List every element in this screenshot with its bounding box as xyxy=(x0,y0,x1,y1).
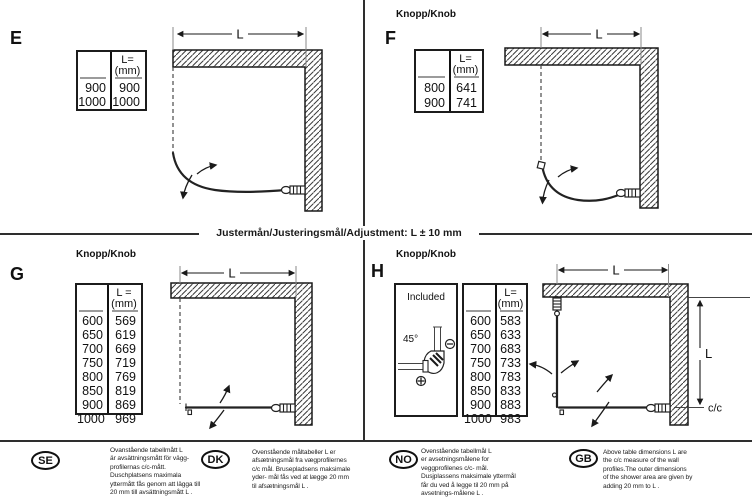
table-cell: 650 xyxy=(82,328,103,342)
table-cell: 741 xyxy=(456,95,477,110)
table-cell: 600 xyxy=(82,314,103,328)
dimension-label-side: L xyxy=(705,346,713,361)
table-cell: 850 xyxy=(82,384,103,398)
footer-text-gb xyxy=(603,449,723,491)
knob-heading-g: Knopp/Knob xyxy=(76,249,136,260)
footer-text-line: the c/c measure of the wall xyxy=(603,457,679,465)
badge-code: DK xyxy=(207,453,224,466)
table-cell: 800 xyxy=(470,370,491,384)
table-header-mm: (mm) xyxy=(497,298,524,310)
table-cell: 850 xyxy=(470,384,491,398)
diagram-panel-h xyxy=(364,240,752,441)
diagram-panel-f xyxy=(364,0,752,233)
knob-icon xyxy=(282,186,306,194)
footer-text-se xyxy=(110,447,204,497)
table-header-l: L = xyxy=(116,287,132,299)
footer-text-line: til afsætningsmål L . xyxy=(252,482,309,490)
table-cell: 641 xyxy=(456,80,477,95)
table-cell: 719 xyxy=(115,356,136,370)
footer-text-line: adding 20 mm to L . xyxy=(603,482,660,490)
swing-arrow-icon xyxy=(543,180,550,203)
table-cell: 983 xyxy=(500,412,521,426)
adjustment-rule-right xyxy=(479,233,752,235)
table-cell: 669 xyxy=(115,342,136,356)
footer-text-line: Ovanstående tabellmått L xyxy=(110,447,183,454)
language-badge-gb xyxy=(569,449,598,468)
swing-arrow-icon xyxy=(597,375,612,392)
table-cell: 883 xyxy=(500,398,521,412)
table-cell: 650 xyxy=(470,328,491,342)
swing-arrow-icon xyxy=(561,361,578,373)
swing-arrow-icon xyxy=(592,402,609,426)
footer-text-line: Dusjplassens maksimale yttermål xyxy=(421,473,516,481)
door-foot xyxy=(188,410,192,415)
footer-text-dk xyxy=(252,449,368,491)
table-header-l: L= xyxy=(504,287,517,299)
table-cell: 750 xyxy=(82,356,103,370)
knob-icon xyxy=(617,189,641,197)
knob-icon xyxy=(553,298,561,316)
dimension-label: L xyxy=(228,265,236,281)
table-cell: 900 xyxy=(424,95,445,110)
table-cell: 733 xyxy=(500,356,521,370)
diagram-panel-e xyxy=(0,0,364,233)
footer-text-line: profilernas c/c-mått. xyxy=(110,463,166,471)
footer-text-line: veggprofilenes c/c- mål. xyxy=(421,464,489,472)
footer-text-line: c/c mål. Brusepladsens maksimale xyxy=(252,465,351,473)
table-cell: 900 xyxy=(82,398,103,412)
included-label: Included xyxy=(407,292,445,303)
footer-text-line: Above table dimensions L are xyxy=(603,449,687,456)
table-cell: 900 xyxy=(470,398,491,412)
table-cell: 1000 xyxy=(78,95,106,109)
table-cell: 1000 xyxy=(112,95,140,109)
door-arc xyxy=(543,170,621,201)
panel-letter-f: F xyxy=(385,28,396,48)
swing-arrow-icon xyxy=(220,386,229,403)
badge-code: NO xyxy=(395,453,412,466)
table-cell: 769 xyxy=(115,370,136,384)
table-header-l: L= xyxy=(121,54,134,66)
diagram-panel-g xyxy=(0,240,364,441)
dimension-label: L xyxy=(595,26,603,42)
door-arc xyxy=(173,153,286,192)
table-cell: 900 xyxy=(119,81,140,95)
badge-code: SE xyxy=(38,454,53,467)
angle-label: 45° xyxy=(403,334,419,345)
table-cell: 683 xyxy=(500,342,521,356)
adjustment-rule-left xyxy=(0,233,199,235)
table-header-mm: (mm) xyxy=(114,65,141,77)
footer-text-line: avsetnings-målene L . xyxy=(421,490,484,498)
table-cell: 700 xyxy=(82,342,103,356)
footer-text-line: Ovenstående måltabeller L er xyxy=(252,449,336,456)
table-cell: 1000 xyxy=(464,412,492,426)
table-cell: 800 xyxy=(424,80,445,95)
language-badge-se xyxy=(31,451,60,470)
footer-text-line: profiles.The outer dimensions xyxy=(603,465,687,473)
footer-text-line: Ovenstående tabellmål L xyxy=(421,448,492,455)
table-header-l: L= xyxy=(459,53,472,65)
door-foot xyxy=(560,410,564,415)
table-cell: 600 xyxy=(470,314,491,328)
knob-heading-h: Knopp/Knob xyxy=(396,249,456,260)
footer-text-line: of the shower area are given by xyxy=(603,474,693,482)
footer-text-line: yttermått fås genom att lägga till xyxy=(110,480,201,488)
footer-text-line: yder- mål fås ved at lægge 20 mm xyxy=(252,474,349,482)
cc-label: c/c xyxy=(708,402,723,415)
knob-icon xyxy=(647,404,671,412)
footer-text-line: får du ved å legge til 20 mm på xyxy=(421,481,509,489)
knob-icon xyxy=(272,404,296,412)
table-cell: 569 xyxy=(115,314,136,328)
panel-letter-e: E xyxy=(10,28,23,48)
table-cell: 1000 xyxy=(77,412,105,426)
table-cell: 869 xyxy=(115,398,136,412)
footer-text-line: 20 mm till avsättningsmått L . xyxy=(110,489,193,497)
footer-text-line: Duschplatsens maximala xyxy=(110,472,182,480)
footer-text-line: er avsetningsmålene for xyxy=(421,456,490,464)
language-badge-dk xyxy=(201,450,230,469)
table-cell: 619 xyxy=(115,328,136,342)
badge-code: GB xyxy=(575,452,592,465)
swing-arrow-icon xyxy=(558,168,577,177)
table-cell: 583 xyxy=(500,314,521,328)
table-cell: 783 xyxy=(500,370,521,384)
dimension-label: L xyxy=(236,26,244,42)
panel-letter-g: G xyxy=(10,264,25,284)
table-header-mm: (mm) xyxy=(111,298,137,310)
table-cell: 969 xyxy=(115,412,136,426)
footer-text-line: afsætningsmål fra vægprofilernes xyxy=(252,457,347,465)
table-header-mm: (mm) xyxy=(452,64,479,76)
table-cell: 833 xyxy=(500,384,521,398)
hinge-dot xyxy=(553,393,557,397)
table-cell: 900 xyxy=(85,81,106,95)
language-badge-no xyxy=(389,450,418,469)
footer-text-line: är avsättningsmått för vägg- xyxy=(110,455,189,463)
adjustment-note: Justermån/Justeringsmål/Adjustment: L ± 10 mm xyxy=(199,226,479,240)
swing-arrow-icon xyxy=(530,364,552,374)
dimension-label: L xyxy=(612,262,620,278)
table-cell: 750 xyxy=(470,356,491,370)
footer-text-no xyxy=(421,448,537,498)
table-cell: 800 xyxy=(82,370,103,384)
knob-heading-f: Knopp/Knob xyxy=(396,9,456,20)
table-cell: 700 xyxy=(470,342,491,356)
panel-letter-h: H xyxy=(371,261,384,281)
hatched-wall xyxy=(505,48,658,208)
swing-arrow-icon xyxy=(197,165,216,174)
table-cell: 819 xyxy=(115,384,136,398)
table-cell: 633 xyxy=(500,328,521,342)
pivot-hinge-icon xyxy=(537,161,545,169)
swing-arrow-icon xyxy=(210,410,224,428)
